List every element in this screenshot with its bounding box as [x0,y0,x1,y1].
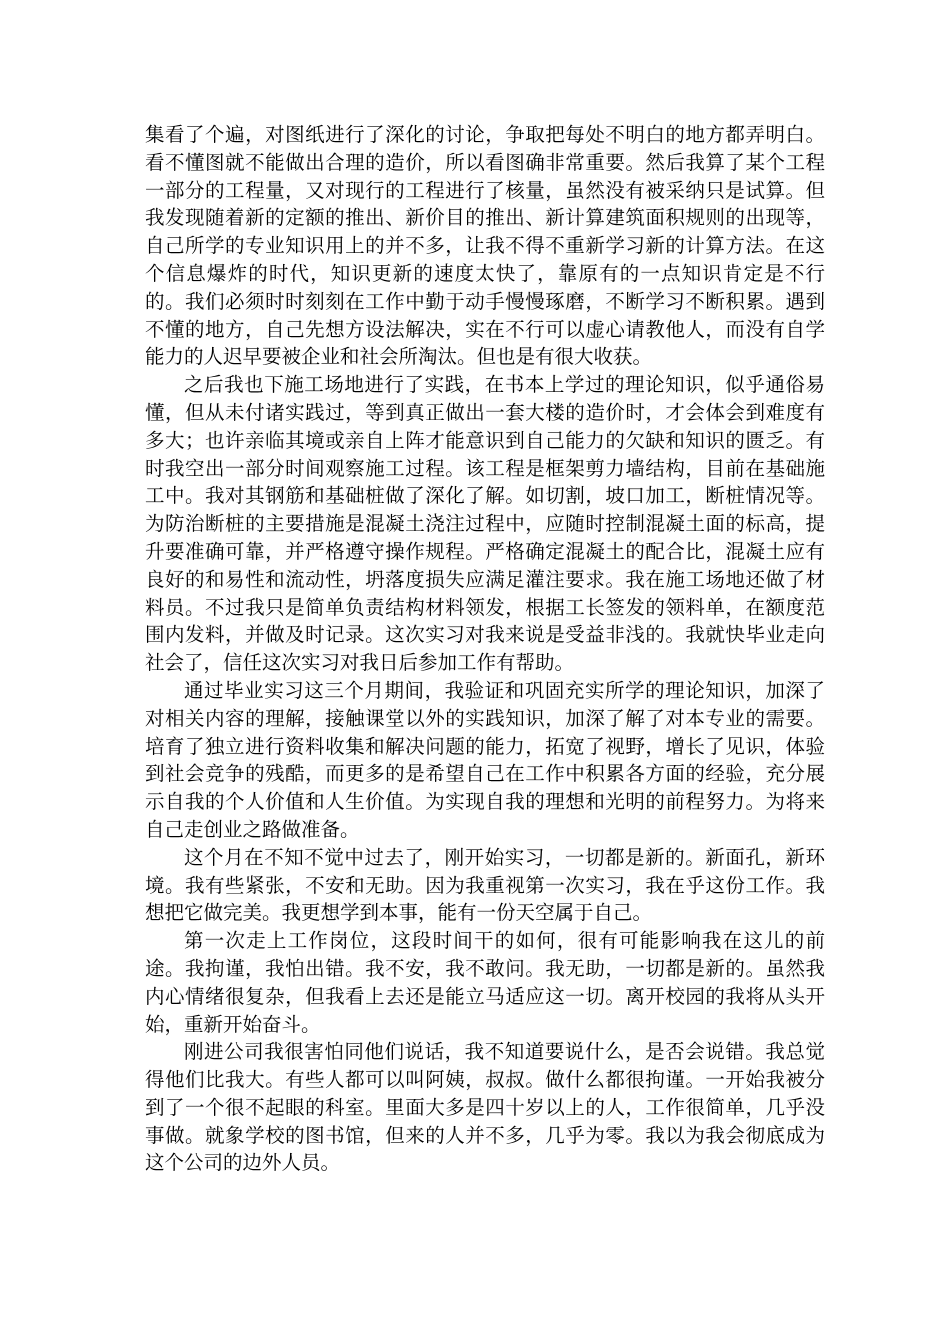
paragraph-first-month: 这个月在不知不觉中过去了，刚开始实习，一切都是新的。新面孔，新环境。我有些紧张，不安和无助。因为我重视第一次实习，我在乎这份工作。我想把它做完美。我更想学到本事，能有一份天空属于自己。 [145,845,825,925]
paragraph-site-practice: 之后我也下施工场地进行了实践，在书本上学过的理论知识，似乎通俗易懂，但从未付诸实践过，等到真正做出一套大楼的造价时，才会体会到难度有多大；也许亲临其境或亲自上阵才能意识到自己能力的欠缺和知识的匮乏。有时我空出一部分时间观察施工过程。该工程是框架剪力墙结构，目前在基础施工中。我对其钢筋和基础桩做了深化了解。如切割，坡口加工，断桩情况等。为防治断桩的主要措施是混凝土浇注过程中，应随时控制混凝土面的标高，提升要准确可靠，并严格遵守操作规程。严格确定混凝土的配合比，混凝土应有良好的和易性和流动性，坍落度损失应满足灌注要求。我在施工场地还做了材料员。不过我只是简单负责结构材料领发，根据工长签发的领料单，在额度范围内发料，并做及时记录。这次实习对我来说是受益非浅的。我就快毕业走向社会了，信任这次实习对我日后参加工作有帮助。 [145,373,825,675]
paragraph-internship-summary: 通过毕业实习这三个月期间，我验证和巩固充实所学的理论知识，加深了对相关内容的理解，接触课堂以外的实践知识，加深了解了对本专业的需要。培育了独立进行资料收集和解决问题的能力，拓宽了视野，增长了见识，体验到社会竞争的残酷，而更多的是希望自己在工作中积累各方面的经验，充分展示自我的个人价值和人生价值。为实现自我的理想和光明的前程努力。为将来自己走创业之路做准备。 [145,678,825,841]
document-body [145,121,825,1177]
paragraph-first-job: 第一次走上工作岗位，这段时间干的如何，很有可能影响我在这儿的前途。我拘谨，我怕出错。我不安，我不敢问。我无助，一切都是新的。虽然我内心情绪很复杂，但我看上去还是能立马适应这一切。离开校园的我将从头开始，重新开始奋斗。 [145,929,825,1036]
paragraph-entering-company: 刚进公司我很害怕同他们说话，我不知道要说什么，是否会说错。我总觉得他们比我大。有些人都可以叫阿姨，叔叔。做什么都很拘谨。一开始我被分到了一个很不起眼的科室。里面大多是四十岁以上的人，工作很简单，几乎没事做。就象学校的图书馆，但来的人并不多，几乎为零。我以为我会彻底成为这个公司的边外人员。 [145,1040,825,1175]
paragraph-continued: 集看了个遍，对图纸进行了深化的讨论，争取把每处不明白的地方都弄明白。看不懂图就不能做出合理的造价，所以看图确非常重要。然后我算了某个工程一部分的工程量，又对现行的工程进行了核量，虽然没有被采纳只是试算。但我发现随着新的定额的推出、新价目的推出、新计算建筑面积规则的出现等，自己所学的专业知识用上的并不多，让我不得不重新学习新的计算方法。在这个信息爆炸的时代，知识更新的速度太快了，靠原有的一点知识肯定是不行的。我们必须时时刻刻在工作中勤于动手慢慢琢磨，不断学习不断积累。遇到不懂的地方，自己先想方设法解决，实在不行可以虚心请教他人，而没有自学能力的人迟早要被企业和社会所淘汰。但也是有很大收获。 [145,123,825,369]
